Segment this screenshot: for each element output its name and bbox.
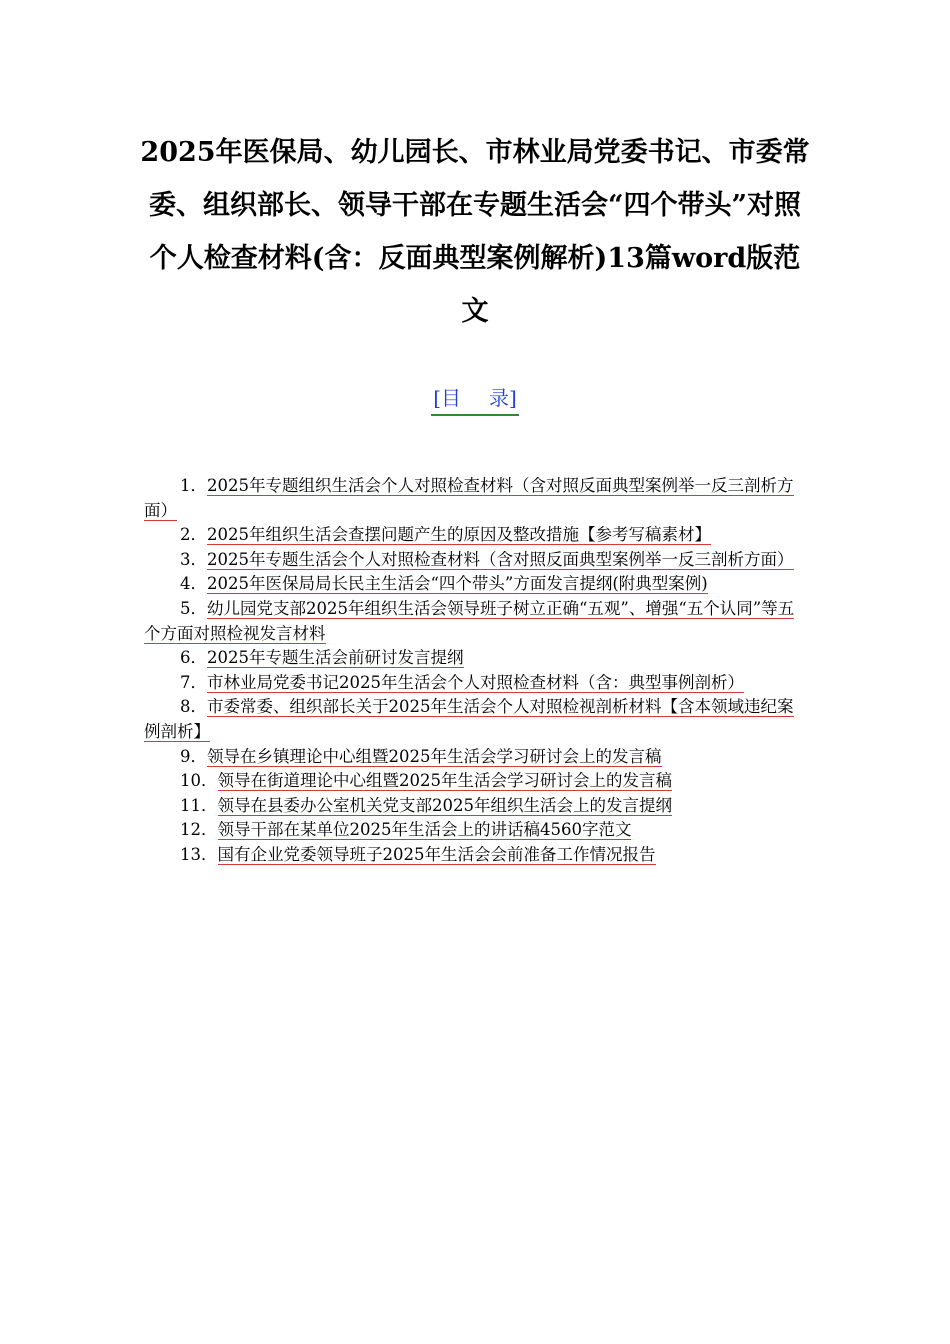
toc-link-3[interactable]: 2025年专题生活会个人对照检查材料（含对照反面典型案例举一反三剖析方面） xyxy=(207,549,794,569)
toc-item-number: 3． xyxy=(180,549,207,569)
toc-item-number: 9． xyxy=(180,746,207,766)
toc-item-number: 4． xyxy=(180,574,207,594)
toc-item-4 xyxy=(144,572,796,597)
toc-link-12[interactable]: 领导干部在某单位2025年生活会上的讲话稿4560字范文 xyxy=(217,820,632,840)
toc-link-2[interactable]: 2025年组织生活会查摆问题产生的原因及整改措施【参考写稿素材】 xyxy=(207,525,711,545)
toc-heading-close: 录] xyxy=(489,386,517,410)
toc-link-7[interactable]: 市林业局党委书记2025年生活会个人对照检查材料（含：典型事例剖析） xyxy=(207,672,744,692)
toc-item-3 xyxy=(144,548,796,573)
toc-link-11[interactable]: 领导在县委办公室机关党支部2025年组织生活会上的发言提纲 xyxy=(217,795,672,815)
toc-item-number: 10． xyxy=(180,771,218,791)
toc-item-number: 12． xyxy=(180,820,218,840)
toc-item-5 xyxy=(144,597,796,646)
toc-link-1[interactable]: 2025年专题组织生活会个人对照检查材料（含对照反面典型案例举一反三剖析方面） xyxy=(144,476,794,520)
toc-item-number: 11． xyxy=(180,795,218,815)
toc-heading-label xyxy=(431,382,519,416)
toc-item-9 xyxy=(144,745,796,770)
toc-item-number: 5． xyxy=(180,598,207,618)
toc-item-12 xyxy=(144,818,796,843)
toc-item-7 xyxy=(144,671,796,696)
toc-item-13 xyxy=(144,843,796,868)
document-title: 2025年医保局、幼儿园长、市林业局党委书记、市委常委、组织部长、领导干部在专题生活会“四个带头”对照个人检查材料(含：反面典型案例解析)13篇word版范文 xyxy=(140,137,810,327)
toc-heading-open: [目 xyxy=(433,386,461,410)
toc-item-1 xyxy=(144,474,796,523)
toc-item-number: 13． xyxy=(180,844,218,864)
toc-heading xyxy=(0,382,950,416)
table-of-contents xyxy=(144,474,796,868)
toc-link-13[interactable]: 国有企业党委领导班子2025年生活会会前准备工作情况报告 xyxy=(217,844,656,864)
toc-item-number: 8． xyxy=(180,697,207,717)
toc-item-number: 7． xyxy=(180,672,207,692)
toc-item-2 xyxy=(144,523,796,548)
toc-link-9[interactable]: 领导在乡镇理论中心组暨2025年生活会学习研讨会上的发言稿 xyxy=(207,746,662,766)
toc-link-8[interactable]: 市委常委、组织部长关于2025年生活会个人对照检视剖析材料【含本领域违纪案例剖析】 xyxy=(144,697,794,741)
toc-item-number: 2． xyxy=(180,525,207,545)
toc-item-10 xyxy=(144,769,796,794)
toc-link-4[interactable]: 2025年医保局局长民主生活会“四个带头”方面发言提纲(附典型案例) xyxy=(207,574,708,594)
toc-item-number: 6． xyxy=(180,648,207,668)
toc-link-5[interactable]: 幼儿园党支部2025年组织生活会领导班子树立正确“五观”、增强“五个认同”等五个方面对照检视发言材料 xyxy=(144,598,795,643)
toc-item-8 xyxy=(144,695,796,744)
toc-item-11 xyxy=(144,794,796,819)
toc-link-10[interactable]: 领导在街道理论中心组暨2025年生活会学习研讨会上的发言稿 xyxy=(217,771,672,791)
toc-item-number: 1． xyxy=(180,476,207,495)
toc-link-6[interactable]: 2025年专题生活会前研讨发言提纲 xyxy=(207,648,464,668)
toc-item-6 xyxy=(144,646,796,671)
